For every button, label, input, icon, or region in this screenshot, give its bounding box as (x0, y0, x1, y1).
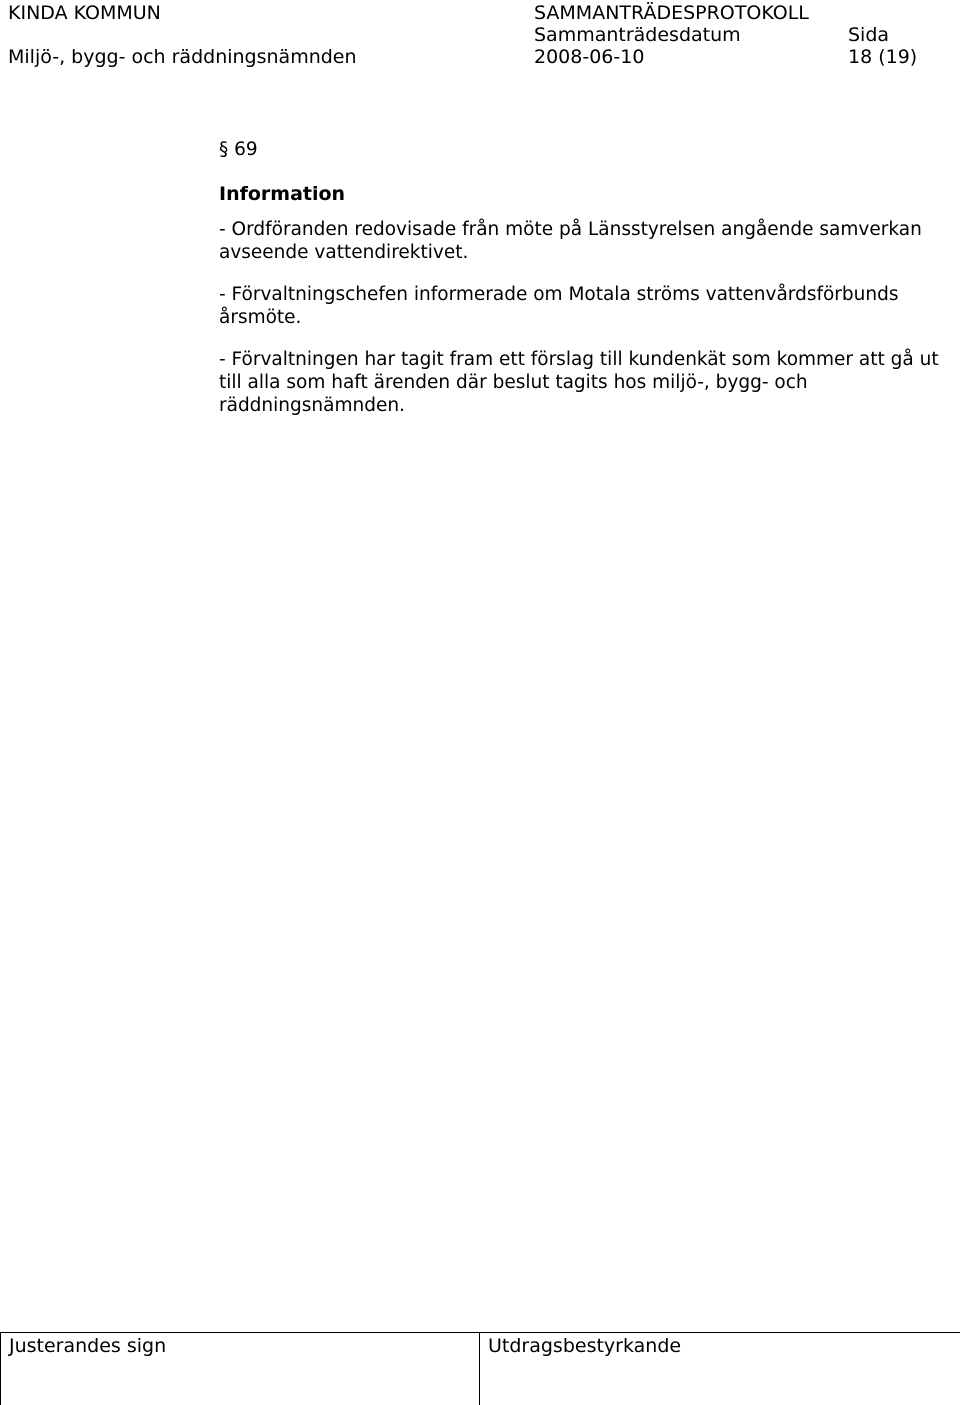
section-number: § 69 (219, 139, 258, 160)
signature-footer (0, 1332, 960, 1405)
meeting-date: 2008-06-10 (534, 46, 645, 68)
signers-label: Justerandes sign (9, 1335, 167, 1357)
meeting-date-label: Sammanträdesdatum (534, 24, 741, 46)
protocol-title: SAMMANTRÄDESPROTOKOLL (534, 2, 809, 24)
page-label: Sida (848, 24, 890, 46)
paragraph: - Förvaltningen har tagit fram ett förslag till kundenkät som kommer att gå ut till alla som haft ärenden där beslut tagits hos miljö-, bygg- och räddningsnämnden. (219, 349, 939, 416)
section-heading: Information (219, 183, 346, 205)
page-number: 18 (19) (848, 46, 918, 68)
certification-label: Utdragsbestyrkande (488, 1335, 682, 1357)
organization-name: KINDA KOMMUN (8, 2, 161, 24)
signers-cell (0, 1333, 480, 1405)
paragraph: - Förvaltningschefen informerade om Motala ströms vattenvårdsförbunds årsmöte. (219, 284, 899, 328)
certification-cell (480, 1333, 960, 1405)
board-name: Miljö-, bygg- och räddningsnämnden (8, 46, 357, 68)
document-body (219, 138, 955, 436)
paragraph: - Ordföranden redovisade från möte på Länsstyrelsen angående samverkan avseende vattendirektivet. (219, 219, 922, 263)
